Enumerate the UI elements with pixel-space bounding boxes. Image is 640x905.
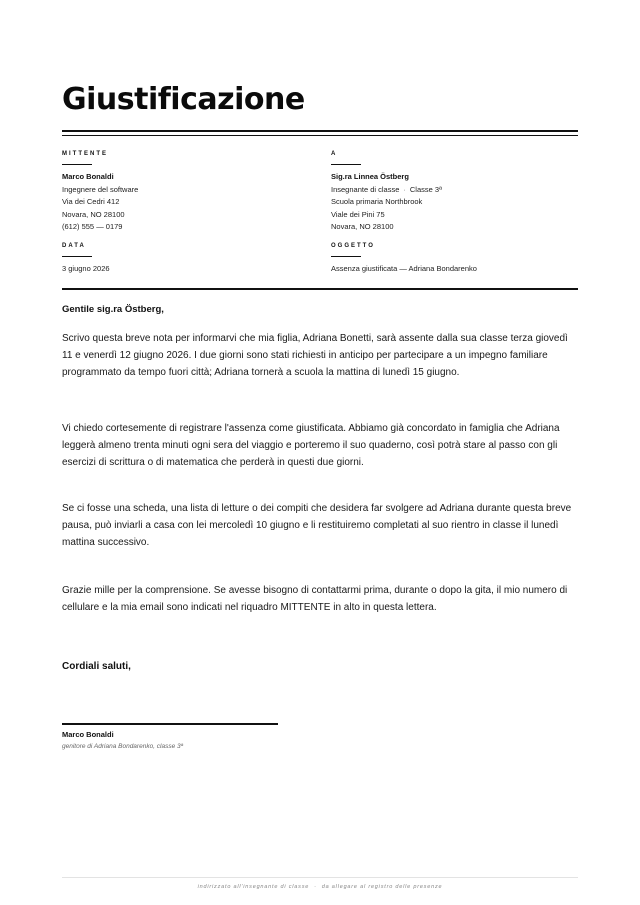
footer-rule: [62, 877, 578, 878]
sender-role: Ingegnere del software: [62, 184, 139, 194]
page-title: Giustificazione: [62, 82, 305, 117]
subject-label: OGGETTO: [331, 243, 375, 249]
header-rule-thin: [62, 135, 578, 136]
recipient-role: Insegnante di classe: [331, 184, 400, 194]
recipient-street: Viale dei Pini 75: [331, 209, 385, 219]
subject-label-underline: [331, 256, 361, 257]
sender-label-underline: [62, 164, 92, 165]
signature-name: Marco Bonaldi: [62, 730, 114, 739]
date-block: [62, 242, 302, 276]
header-rule-thick: [62, 130, 578, 132]
recipient-school: Scuola primaria Northbrook: [331, 197, 423, 206]
subject-value: Assenza giustificata — Adriana Bondarenko: [331, 264, 477, 273]
sender-city: Novara, NO 28100: [62, 209, 125, 219]
closing: Cordiali saluti,: [62, 661, 131, 672]
recipient-class: Classe 3ª: [409, 184, 442, 194]
salutation-wrap: [62, 303, 578, 317]
footer-separator: ·: [314, 884, 317, 890]
signature-line: [62, 723, 278, 725]
recipient-label: A: [331, 151, 338, 157]
subject-block: [331, 242, 578, 276]
paragraph-4: Grazie mille per la comprensione. Se avesse bisogno di contattarmi prima, durante o dopo la gita, il mio numero di cellulare e la mia email sono indicati nel riquadro MITTENTE in alto in questa lettera.: [62, 585, 568, 613]
recipient-block: [331, 150, 571, 234]
date-label: DATA: [62, 243, 86, 249]
sender-label: MITTENTE: [62, 151, 108, 157]
date-label-underline: [62, 256, 92, 257]
recipient-city: Novara, NO 28100: [331, 222, 394, 231]
meta-bottom-rule: [62, 288, 578, 290]
recipient-role-line: [331, 184, 571, 197]
letter-page: [62, 0, 578, 905]
paragraph-3: Se ci fosse una scheda, una lista di letture o dei compiti che desidera far svolgere ad Adriana durante questa breve pausa, può inviarli a casa con lei mercoledì 10 giugno e li restituiremo completati al suo rientro in classe il lunedì mattina successivo.: [62, 503, 572, 548]
footer-left: indirizzato all'insegnante di classe: [197, 884, 310, 890]
sender-name: Marco Bonaldi: [62, 172, 114, 181]
recipient-name: Sig.ra Linnea Östberg: [331, 172, 409, 181]
sender-street: Via dei Cedri 412: [62, 197, 120, 206]
recipient-label-underline: [331, 164, 361, 165]
paragraph-2: Vi chiedo cortesemente di registrare l'assenza come giustificata. Abbiamo già concordato in famiglia che Adriana leggerà almeno trenta minuti ogni sera del viaggio e porteremo il suo quaderno, così potrà stare al passo con gli esercizi di scrittura o di matematica che perderà in questi due giorni.: [62, 423, 560, 468]
recipient-role-separator: ·: [403, 184, 406, 194]
footer-right: da allegare al registro delle presenze: [321, 884, 443, 890]
paragraph-1: Scrivo questa breve nota per informarvi che mia figlia, Adriana Bonetti, sarà assente dalla sua classe terza giovedì 11 e venerdì 12 giugno 2026. I due giorni sono stati richiesti in anticipo per partecipare a un impegno familiare programmato da tempo fuori città; Adriana tornerà a scuola la mattina di lunedì 15 giugno.: [62, 333, 568, 378]
footer: [62, 884, 578, 890]
sender-phone: (612) 555 — 0179: [62, 222, 123, 231]
sender-block: [62, 150, 302, 234]
salutation: Gentile sig.ra Östberg,: [62, 304, 164, 315]
date-value: 3 giugno 2026: [62, 264, 110, 273]
signature-role: genitore di Adriana Bondarenko, classe 3ª: [62, 743, 184, 750]
